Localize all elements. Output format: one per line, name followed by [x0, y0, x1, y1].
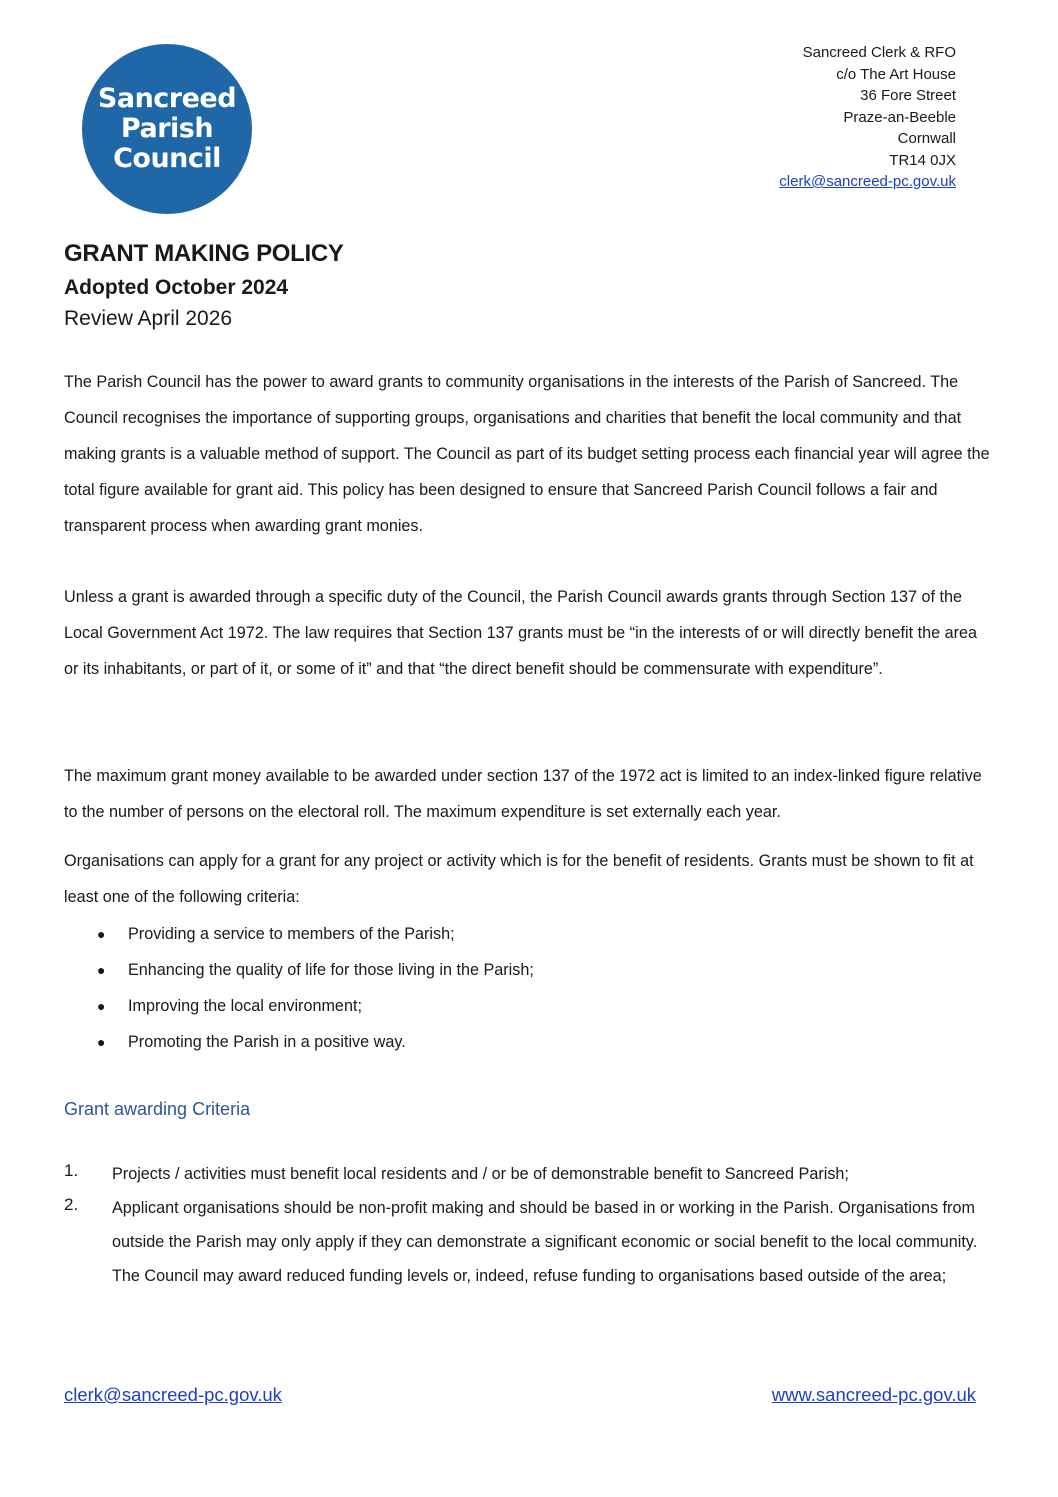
item-number: 2.: [64, 1195, 79, 1214]
address-line-1: Sancreed Clerk & RFO: [802, 44, 956, 61]
grant-criteria-heading: Grant awarding Criteria: [64, 1099, 251, 1119]
list-item: [64, 1024, 994, 1060]
logo-line-2: Parish: [120, 113, 214, 144]
section-137-paragraph: Unless a grant is awarded through a specific duty of the Council, the Parish Council awards grants through Section 137 of the Local Government Act 1972. The law requires that Section 137 grants must be “in the interests of or will directly benefit the area or its inhabitants, or part of it, or some of it” and that “the direct benefit should be commensurate with expenditure”.: [64, 588, 977, 678]
intro-paragraph: The Parish Council has the power to award grants to community organisations in the interests of the Parish of Sancreed. The Council recognises the importance of supporting groups, organisations and charities that benefit the local community and that making grants is a valuable method of support. The Council as part of its budget setting process each financial year will agree the total figure available for grant aid. This policy has been designed to ensure that Sancreed Parish Council follows a fair and transparent process when awarding grant monies.: [64, 373, 990, 535]
clerk-address-block: [779, 42, 956, 193]
eligibility-paragraph: Organisations can apply for a grant for any project or activity which is for the benefit of residents. Grants must be shown to fit at least one of the following criteria:: [64, 852, 974, 906]
item-text: Projects / activities must benefit local residents and / or be of demonstrable benefit to Sancreed Parish;: [112, 1165, 849, 1183]
maximum-grant-paragraph: The maximum grant money available to be awarded under section 137 of the 1972 act is limited to an index-linked figure relative to the number of persons on the electoral roll. The maximum expenditure is set externally each year.: [64, 767, 982, 821]
bullet-text: Promoting the Parish in a positive way.: [128, 1033, 406, 1051]
bullet-icon: ●: [97, 962, 106, 978]
address-line-6: TR14 0JX: [889, 151, 956, 169]
logo-line-3: Council: [113, 143, 221, 174]
list-item: [64, 952, 994, 988]
list-item: [64, 988, 994, 1024]
page-title: GRANT MAKING POLICY: [64, 240, 344, 267]
address-line-2: c/o The Art House: [836, 65, 956, 83]
bullet-text: Enhancing the quality of life for those living in the Parish;: [128, 961, 534, 979]
adopted-date: Adopted October 2024: [64, 276, 289, 299]
bullet-text: Providing a service to members of the Parish;: [128, 925, 455, 943]
council-logo: [82, 44, 252, 214]
address-line-5: Cornwall: [897, 130, 956, 147]
address-line-4: Praze-an-Beeble: [843, 108, 956, 126]
bullet-icon: ●: [97, 1034, 106, 1050]
footer-email-link[interactable]: clerk@sancreed-pc.gov.uk: [64, 1384, 282, 1405]
item-text: Applicant organisations should be non-profit making and should be based in or working in the Parish. Organisations from outside the Parish may only apply if they can demonstrate a significant economic or social benefit to the local community. The Council may award reduced funding levels or, indeed, refuse funding to organisations based outside of the area;: [112, 1199, 978, 1285]
grant-criteria-list: [64, 1157, 994, 1293]
address-email-link[interactable]: clerk@sancreed-pc.gov.uk: [779, 173, 956, 190]
address-line-3: 36 Fore Street: [860, 87, 956, 104]
bullet-icon: ●: [97, 926, 106, 942]
footer-website-link[interactable]: www.sancreed-pc.gov.uk: [771, 1384, 976, 1405]
list-item: [64, 1157, 994, 1191]
bullet-text: Improving the local environment;: [128, 997, 362, 1015]
review-date: Review April 2026: [64, 307, 233, 330]
bullet-icon: ●: [97, 998, 106, 1014]
list-item: [64, 1191, 994, 1293]
logo-line-1: Sancreed: [97, 83, 237, 114]
item-number: 1.: [64, 1161, 79, 1180]
criteria-bullet-list: [64, 916, 994, 1060]
list-item: [64, 916, 994, 952]
